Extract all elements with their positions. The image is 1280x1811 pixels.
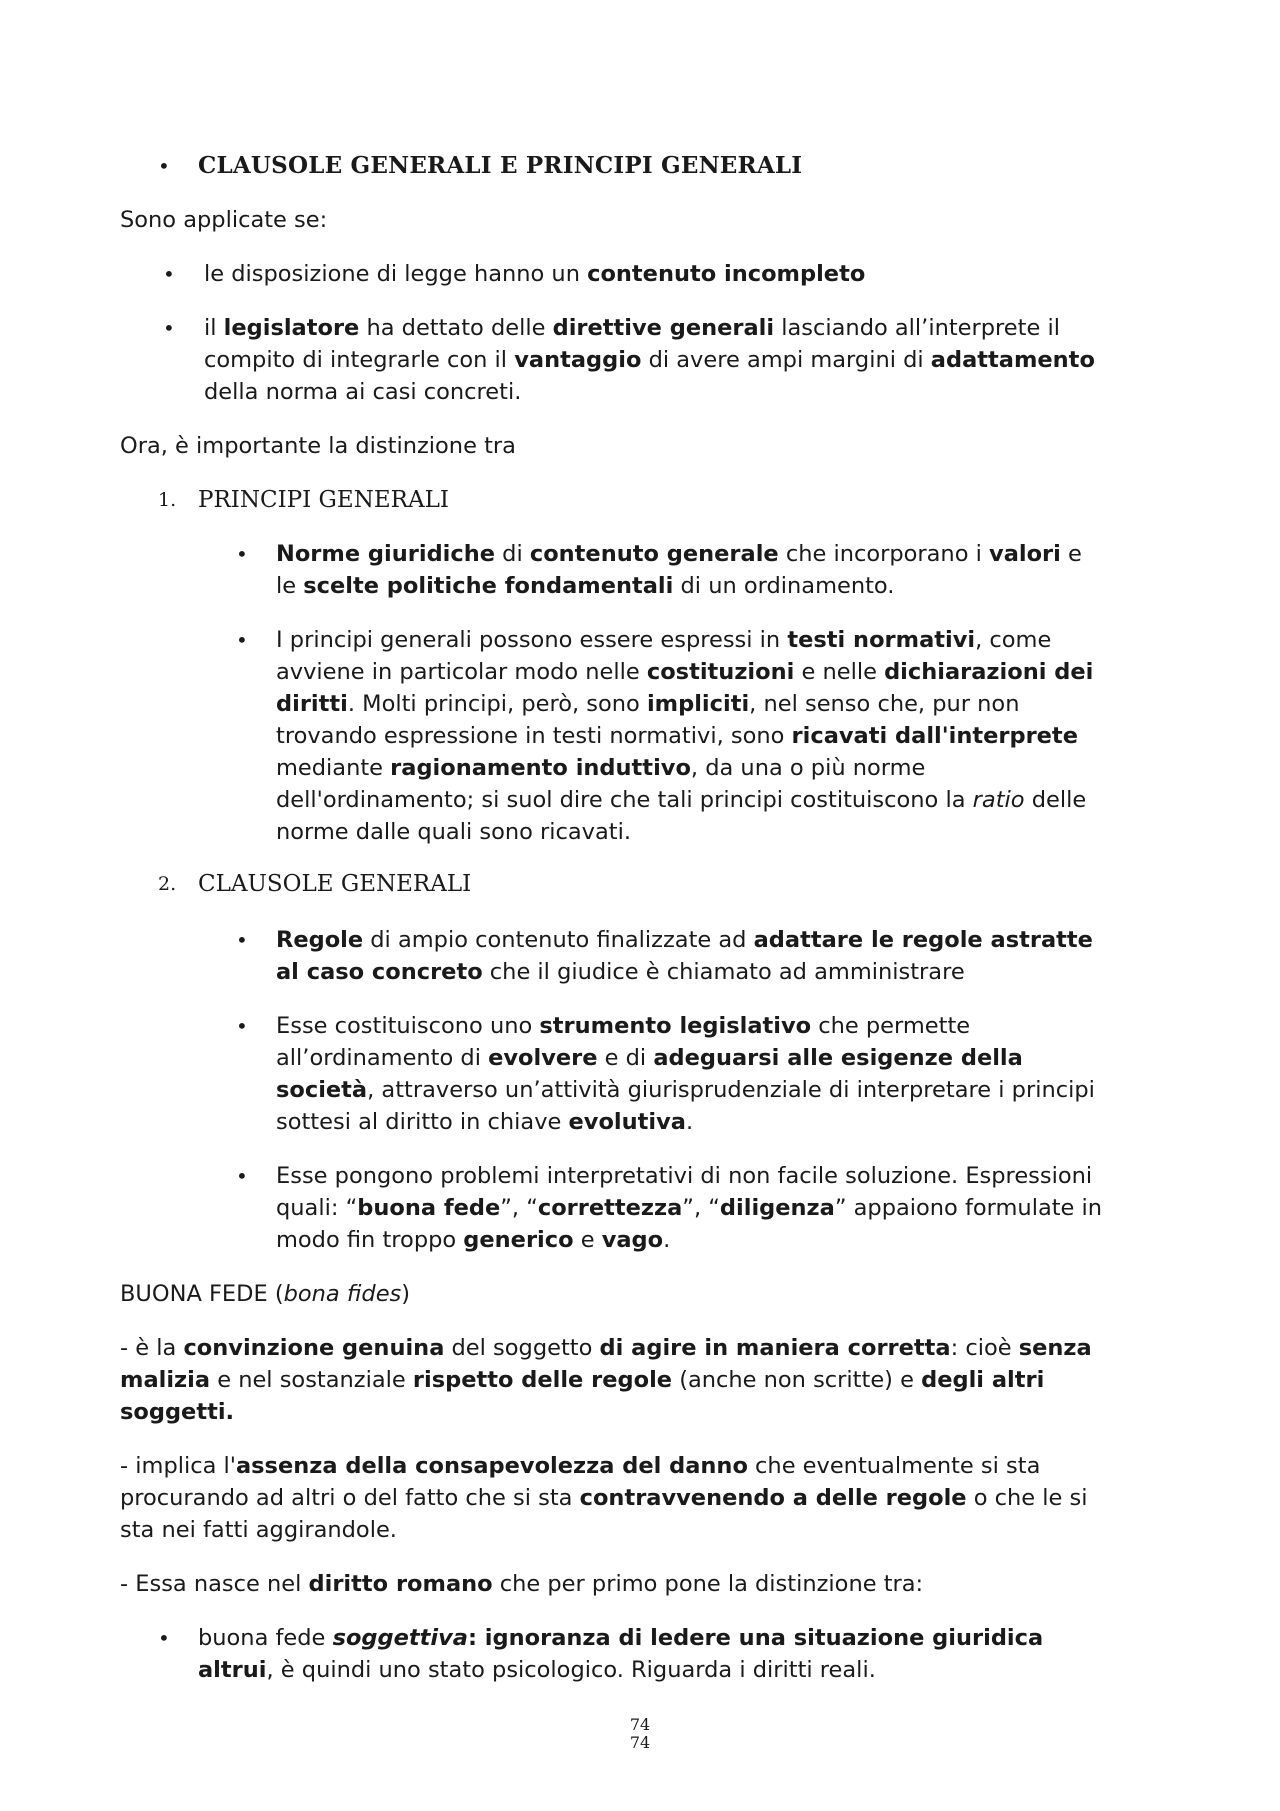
distinction-text: Ora, è importante la distinzione tra [120, 433, 516, 459]
bullet-icon: • [158, 1626, 170, 1650]
page-number: 74 [629, 1715, 651, 1734]
paragraph: - Essa nasce nel diritto romano che per primo pone la distinzione tra: [120, 1571, 924, 1597]
section-heading: PRINCIPI GENERALI [198, 487, 449, 513]
bullet-icon: • [236, 1164, 248, 1188]
bullet-icon: • [163, 316, 175, 340]
page-title: CLAUSOLE GENERALI E PRINCIPI GENERALI [198, 152, 803, 179]
page-number: 74 [629, 1733, 651, 1752]
bullet-icon: • [236, 628, 248, 652]
section-number: 1. [158, 489, 177, 511]
list-item: le disposizione di legge hanno un contenuto incompleto [204, 261, 866, 287]
bullet-icon: • [236, 542, 248, 566]
buona-fede-heading: BUONA FEDE (bona fides) [120, 1281, 411, 1307]
bullet-icon: • [236, 1014, 248, 1038]
section-number: 2. [158, 873, 177, 895]
intro-text: Sono applicate se: [120, 207, 328, 233]
bullet-icon: • [163, 262, 175, 286]
bullet-icon: • [236, 928, 248, 952]
bullet-icon: • [158, 154, 170, 178]
section-heading: CLAUSOLE GENERALI [198, 871, 472, 897]
